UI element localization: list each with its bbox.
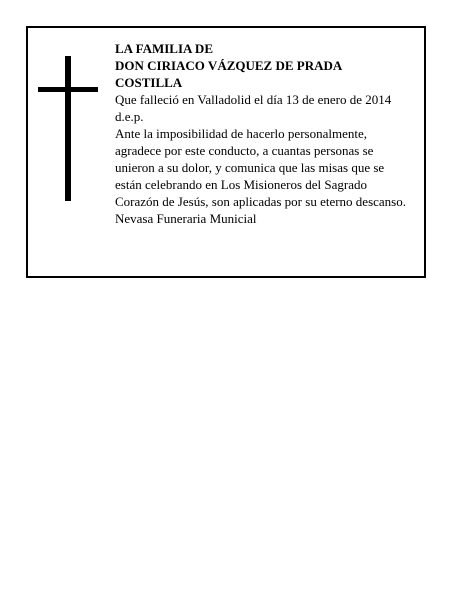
heading-line-family: LA FAMILIA DE — [115, 41, 213, 56]
rip-text: d.e.p. — [115, 109, 144, 124]
cross-icon — [38, 56, 98, 201]
message-line: unieron a su dolor, y comunica que las misas que se — [115, 160, 385, 175]
funeral-home: Nevasa Funeraria Municial — [115, 211, 257, 226]
message-line: están celebrando en Los Misioneros del Sagrado — [115, 177, 367, 192]
notice-text — [115, 40, 420, 227]
death-line: Que falleció en Valladolid el día 13 de enero de 2014 — [115, 92, 392, 107]
message-line: Ante la imposibilidad de hacerlo personalmente, — [115, 126, 367, 141]
cross-vertical-bar — [65, 56, 71, 201]
message-line: agradece por este conducto, a cuantas personas se — [115, 143, 374, 158]
cross-horizontal-bar — [38, 87, 98, 92]
heading-line-name: DON CIRIACO VÁZQUEZ DE PRADA — [115, 58, 343, 73]
message-line: Corazón de Jesús, son aplicadas por su eterno descanso. — [115, 194, 406, 209]
obituary-notice — [26, 26, 426, 278]
heading-line-surname: COSTILLA — [115, 75, 183, 90]
